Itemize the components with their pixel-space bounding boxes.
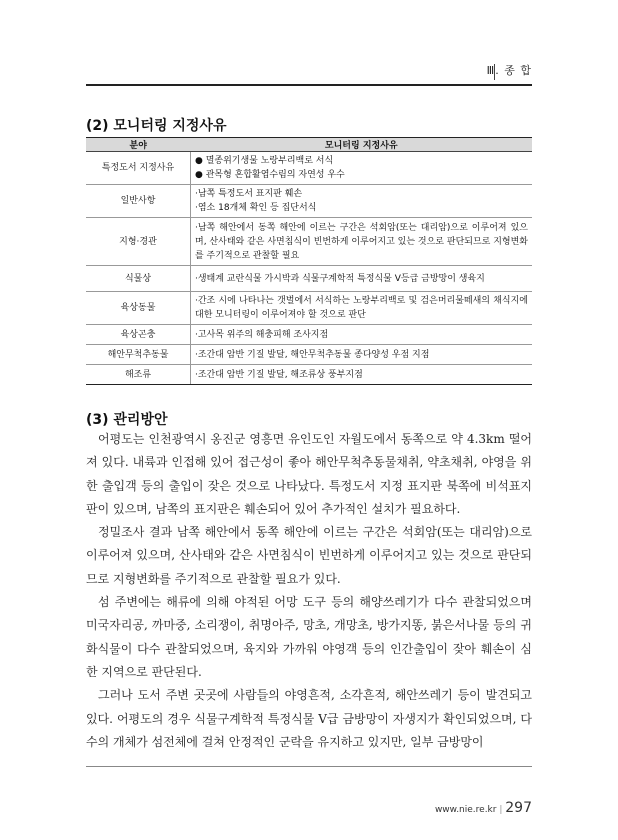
row-category: 육상동물 [86, 292, 191, 325]
reason-line: ·조간대 암반 기질 발달, 해조류상 풍부지점 [195, 369, 363, 380]
col-header-reason: 모니터링 지정사유 [191, 138, 533, 152]
row-category: 해안무척추동물 [86, 345, 191, 365]
chapter-header: Ⅲ. 종 합 [486, 64, 532, 77]
reason-line: ● 멸종위기생물 노랑부리백로 서식 [195, 156, 334, 166]
row-reason [191, 345, 533, 365]
table-row [86, 345, 532, 365]
table-row [86, 185, 532, 218]
reason-line: ·고사목 위주의 해충피해 조사지점 [195, 329, 329, 340]
body-paragraph: 섬 주변에는 해류에 의해 야적된 어망 도구 등의 해양쓰레기가 다수 관찰되었으며 미국자리공, 까마중, 소리쟁이, 취명아주, 망초, 개망초, 방가지똥, 붉은서나물 등의 귀화식물이 다수 관찰되었으며, 육지와 가까워 야영객 등의 인간출입이 잦아 훼손이 심한 지역으로 판단된다. [86, 595, 532, 679]
col-header-field: 분야 [86, 138, 191, 152]
table-row [86, 365, 532, 385]
table-row [86, 292, 532, 325]
footer-site: www.nie.re.kr [434, 805, 497, 815]
table-row [86, 218, 532, 266]
reason-line: ·남쪽 특정도서 표지판 훼손 [195, 189, 303, 199]
section3-title: (3) 관리방안 [86, 412, 168, 428]
body-paragraph: 어평도는 인천광역시 옹진군 영흥면 유인도인 자월도에서 동쪽으로 약 4.3km 떨어져 있다. 내륙과 인접해 있어 접근성이 좋아 해안무척추동물채취, 약초채취, 야영을 위한 출입객 등의 출입이 잦은 것으로 나타났다. 특정도서 지정 표지판 북쪽에 비석표지판이 있으며, 남쪽의 표지판은 훼손되어 있어 추가적인 설치가 필요하다. [86, 432, 532, 516]
row-category: 지형·경관 [86, 218, 191, 266]
row-reason [191, 325, 533, 345]
row-reason [191, 218, 533, 266]
row-reason [191, 292, 533, 325]
row-category: 식물상 [86, 266, 191, 292]
header-rule [86, 84, 532, 86]
page-number: 297 [505, 800, 532, 816]
reason-line: ·조간대 암반 기질 발달, 해안무척추동물 종다양성 우점 지점 [195, 349, 430, 360]
row-reason [191, 152, 533, 185]
section2-title: (2) 모니터링 지정사유 [86, 118, 227, 134]
row-category: 해조류 [86, 365, 191, 385]
footer-rule [86, 766, 532, 767]
row-category: 육상곤충 [86, 325, 191, 345]
footer: www.nie.re.kr | 297 [434, 800, 532, 816]
body-paragraph: 정밀조사 결과 남쪽 해안에서 동쪽 해안에 이르는 구간은 석회암(또는 대리암)으로 이루어져 있으며, 산사태와 같은 사면침식이 빈번하게 이루어지고 있는 것으로 판단되므로 지형변화를 주기적으로 관찰할 필요가 있다. [86, 525, 532, 586]
reason-line: ·염소 18개체 확인 등 집단서식 [195, 203, 317, 213]
monitoring-table [86, 137, 532, 385]
table-row [86, 152, 532, 185]
row-category: 특정도서 지정사유 [86, 152, 191, 185]
row-reason [191, 185, 533, 218]
body-text [86, 428, 532, 754]
reason-line: ·남쪽 해안에서 동쪽 해안에 이르는 구간은 석회암(또는 대리암)으로 이루어져 있으며, 산사태와 같은 사면침식이 빈번하게 이루어지고 있는 것으로 판단되므로 지형변화를 주기적으로 관찰할 필요 [195, 222, 528, 261]
body-paragraph: 그러나 도서 주변 곳곳에 사람들의 야영흔적, 소각흔적, 해안쓰레기 등이 발견되고 있다. 어평도의 경우 식물구계학적 특정식물 V급 금방망이 자생지가 확인되었으며, 다수의 개체가 섬전체에 걸쳐 안정적인 군락을 유지하고 있지만, 일부 금방망이 [86, 688, 532, 749]
row-reason [191, 266, 533, 292]
reason-line: ·간조 시에 나타나는 갯벌에서 서식하는 노랑부리백로 및 검은머리물떼새의 채식지에 대한 모니터링이 이루어져야 할 것으로 판단 [195, 296, 528, 320]
table-row [86, 325, 532, 345]
reason-line: ● 관목형 혼합활엽수림의 자연성 우수 [195, 170, 345, 180]
row-reason [191, 365, 533, 385]
table-row [86, 266, 532, 292]
row-category: 일반사항 [86, 185, 191, 218]
reason-line: ·생태계 교란식물 가시박과 식물구계학적 특정식물 V등급 금방망이 생육지 [195, 273, 485, 284]
